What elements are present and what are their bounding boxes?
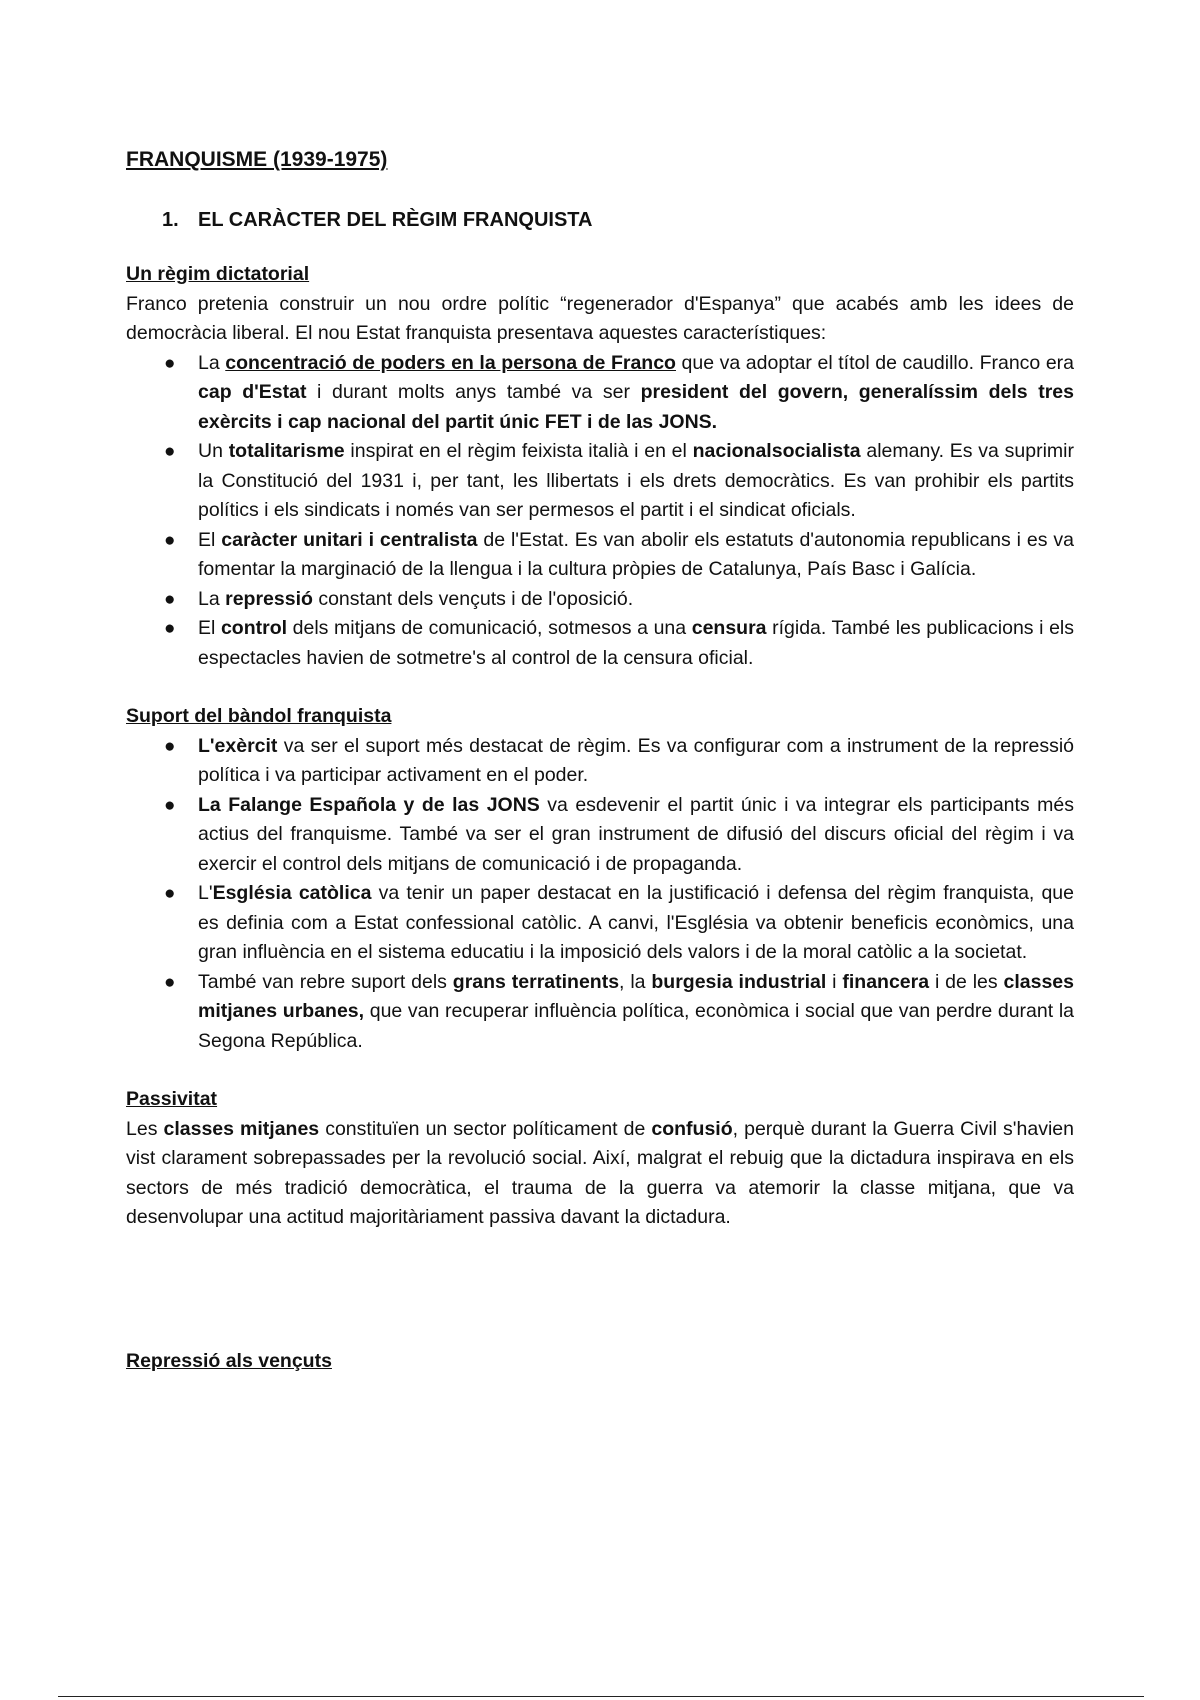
list-item: ● La Falange Española y de las JONS va esdevenir el partit únic i va integrar els participants més actius del franquisme. També va ser el gran instrument de difusió del discurs oficial del règim i va exercir el control dels mitjans de comunicació i de propaganda. [126,791,1074,880]
key-term: L'exèrcit [198,734,278,757]
support-list [126,732,1074,1057]
key-term: La Falange Española y de las JONS [198,793,540,816]
list-item: ● També van rebre suport dels grans terratinents, la burgesia industrial i financera i de les classes mitjanes urbanes, que van recuperar influència política, econòmica i social que van perdre durant la Segona República. [126,968,1074,1057]
list-item: ● L'exèrcit va ser el suport més destacat de règim. Es va configurar com a instrument de la repressió política i va participar activament en el poder. [126,732,1074,791]
list-item: ● Un totalitarisme inspirat en el règim feixista italià i en el nacionalsocialista alemany. Es va suprimir la Constitució del 1931 i, per tant, les llibertats i els drets democràtics. Es van prohibir els partits polítics i els sindicats i només van ser permesos el partit i el sindicat oficials. [126,437,1074,526]
key-term: caràcter unitari i centralista [221,528,478,551]
section-title: EL CARÀCTER DEL RÈGIM FRANQUISTA [198,208,593,231]
bullet-icon: ● [164,618,176,639]
bullet-icon: ● [164,441,176,462]
list-item: ● El control dels mitjans de comunicació, sotmesos a una censura rígida. També les publicacions i els espectacles havien de sotmetre's al control de la censura oficial. [126,614,1074,673]
section-number: 1. [162,208,179,231]
key-term: financera [842,970,930,993]
key-term: concentració de poders en la persona de Franco [225,351,676,374]
list-item: ● L'Església catòlica va tenir un paper destacat en la justificació i defensa del règim franquista, que es definia com a Estat confessional catòlic. A canvi, l'Església va obtenir beneficis econòmics, una gran influència en el sistema educatiu i la imposició dels valors i de la moral catòlic a la societat. [126,879,1074,968]
key-term: classes mitjanes urbanes, [198,970,1074,1022]
bullet-icon: ● [164,352,176,374]
bullet-icon: ● [164,529,176,551]
document-page [126,145,1074,1376]
key-term: control [220,617,288,639]
bullet-icon: ● [164,883,176,904]
key-term: cap d'Estat [198,381,307,403]
key-term: repressió [225,587,313,610]
list-item: ● La concentració de poders en la persona de Franco que va adoptar el títol de caudillo. Franco era cap d'Estat i durant molts anys també va ser president del govern, generalíssim dels tres exèrcits i cap nacional del partit únic FET i de las JONS. [126,349,1074,438]
bullet-icon: ● [164,971,176,993]
passivity-paragraph: Les classes mitjanes constituïen un sector políticament de confusió, perquè durant la Guerra Civil s'havien vist clarament sobrepassades per la revolució social. Així, malgrat el rebuig que la dictadura inspirava en els sectors de més tradició democràtica, el trauma de la guerra va atemorir la classe mitjana, que va desenvolupar una actitud majoritàriament passiva davant la dictadura. [126,1117,1074,1228]
section-heading-1 [162,206,1074,236]
list-item: ● El caràcter unitari i centralista de l'Estat. Es van abolir els estatuts d'autonomia republicans i es va fomentar la marginació de la llengua i la cultura pròpies de Catalunya, País Basc i Galícia. [126,526,1074,585]
dictatorial-list [126,349,1074,674]
list-item: ● La repressió constant dels vençuts i de l'oposició. [126,585,1074,615]
key-term: grans terratinents [452,970,620,993]
key-term: classes mitjanes [163,1117,320,1140]
key-term: nacionalsocialista [692,440,861,462]
subheading-passivity: Passivitat [126,1088,218,1110]
subheading-dictatorial: Un règim dictatorial [126,263,310,285]
subheading-repression: Repressió als vençuts [126,1349,332,1372]
key-term: Església catòlica [212,882,372,904]
key-term: confusió [651,1117,733,1140]
intro-paragraph: Franco pretenia construir un nou ordre polític “regenerador d'Espanya” que acabés amb les idees de democràcia liberal. El nou Estat franquista presentava aquestes característiques: [126,292,1074,344]
footer-divider [58,1696,1144,1697]
subheading-support: Suport del bàndol franquista [126,705,392,727]
bullet-icon: ● [164,794,176,816]
bullet-icon: ● [164,588,176,610]
document-title: FRANQUISME (1939-1975) [126,148,388,171]
key-term: president del govern, generalíssim dels tres exèrcits i cap nacional del partit únic FET i de las JONS. [198,381,1074,433]
key-term: totalitarisme [228,440,345,462]
key-term: burgesia industrial [651,970,827,993]
key-term: censura [691,617,767,639]
bullet-icon: ● [164,735,176,757]
